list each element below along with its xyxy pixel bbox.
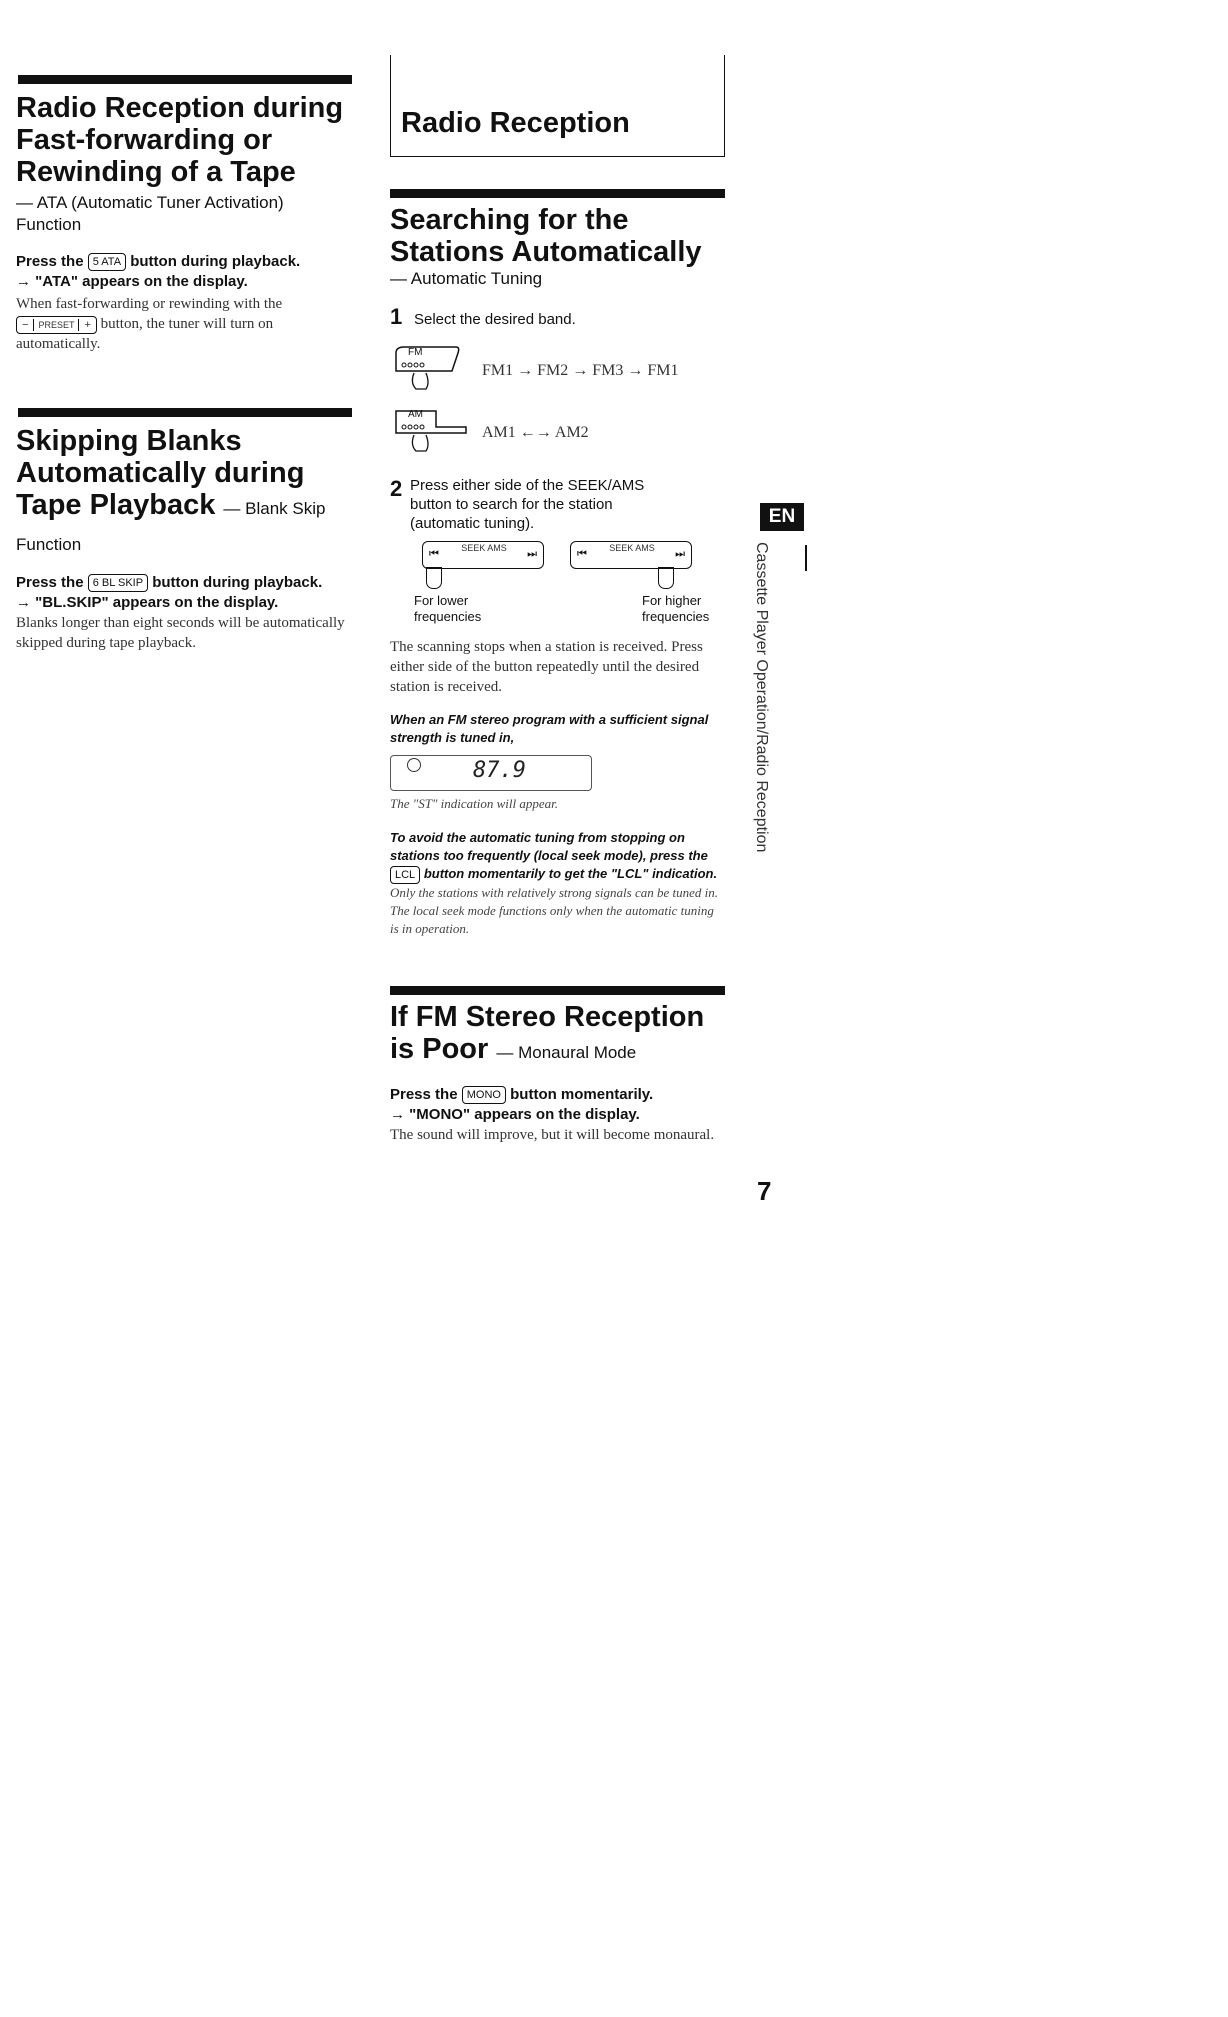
finger-icon: [658, 567, 674, 589]
preset-key: − PRESET +: [16, 316, 97, 334]
seek-key-label: SEEK AMS: [609, 543, 655, 553]
section-title-auto-tuning: Searching for the Stations Automatically: [390, 204, 702, 268]
lcl-key: LCL: [390, 866, 420, 884]
st-note: The "ST" indication will appear.: [390, 796, 559, 811]
lcd-display: [390, 755, 592, 791]
section-rule: [18, 408, 352, 417]
section-title-blank-skip: Skipping Blanks Automatically during Tape Playback — Blank Skip Function: [16, 425, 326, 554]
section-subtitle-ata: — ATA (Automatic Tuner Activation) Function: [16, 193, 284, 234]
page-number: 7: [757, 1176, 772, 1206]
step-2: 2 Press either side of the SEEK/AMS button to search for the station (automatic tuning).: [390, 476, 645, 532]
seek-key-left: [422, 541, 544, 569]
fm-key-icon: [390, 343, 468, 393]
am-key: AM: [390, 413, 468, 453]
section-rule: [390, 189, 725, 198]
fm-key: FM: [390, 351, 468, 391]
chapter-title: Radio Reception: [401, 107, 630, 139]
stereo-note: When an FM stereo program with a sufficient signal strength is tuned in,: [390, 712, 709, 745]
instruction-ata: Press the 5 ATA button during playback.: [16, 253, 301, 270]
instruction-blank-skip: Press the 6 BL SKIP button during playback.: [16, 574, 323, 591]
lower-frequencies-label: For lower frequencies: [414, 593, 482, 624]
body-scanning: The scanning stops when a station is received. Press either side of the button repeatedly until the desired station is received.: [390, 639, 703, 695]
chapter-header-box: [390, 55, 725, 157]
body-ata: When fast-forwarding or rewinding with the − PRESET + button, the tuner will turn on automatically.: [16, 296, 283, 352]
lcl-instruction: To avoid the automatic tuning from stopping on stations too frequently (local seek mode), press the LCL button momentarily to get the "LCL" indication.: [390, 829, 725, 884]
fm-sequence: FM1 → FM2 → FM3 → FM1: [482, 362, 679, 379]
instruction-mono: Press the MONO button momentarily.: [390, 1085, 654, 1103]
seek-down-icon: ⏮: [577, 548, 587, 560]
seek-key-label: SEEK AMS: [461, 543, 507, 553]
lcl-body: Only the stations with relatively strong signals can be tuned in. The local seek mode functions only when the automatic tuning is in operation.: [390, 884, 718, 936]
result-blank-skip: → "BL.SKIP" appears on the display.: [16, 594, 279, 611]
higher-frequencies-label: For higher frequencies: [642, 593, 710, 624]
step-1: 1 Select the desired band.: [390, 304, 576, 329]
seek-down-icon: ⏮: [429, 548, 439, 560]
section-subtitle-auto-tuning: — Automatic Tuning: [390, 269, 543, 288]
seek-labels: [390, 593, 725, 627]
side-marker: [805, 545, 807, 571]
finger-icon: [426, 567, 442, 589]
chapter-side-label: Cassette Player Operation/Radio Reception: [753, 542, 770, 853]
frequency-display: 87.9: [473, 758, 526, 783]
result-ata: → "ATA" appears on the display.: [16, 273, 248, 290]
st-indicator-icon: [407, 758, 421, 772]
fm-band-row: [390, 346, 725, 396]
section-rule: [390, 986, 725, 995]
left-column: [16, 75, 352, 653]
am-sequence: AM1 ←→ AM2: [482, 424, 589, 441]
body-mono: The sound will improve, but it will become monaural.: [390, 1126, 715, 1143]
seek-key-right: [570, 541, 692, 569]
seek-up-icon: ⏭: [527, 548, 537, 560]
bl-skip-key: 6 BL SKIP: [88, 574, 148, 592]
language-tab: EN: [760, 503, 804, 531]
body-blank-skip: Blanks longer than eight seconds will be automatically skipped during tape playback.: [16, 615, 345, 651]
section-title-mono: If FM Stereo Reception is Poor — Monaural Mode: [390, 1000, 705, 1065]
am-band-row: [390, 408, 725, 458]
section-title-ata: Radio Reception during Fast-forwarding or Rewinding of a Tape: [16, 92, 344, 188]
mono-key: MONO: [462, 1086, 506, 1104]
ata-key: 5 ATA: [88, 253, 126, 271]
result-mono: → "MONO" appears on the display.: [390, 1105, 640, 1123]
right-column: [390, 55, 725, 1145]
section-rule: [18, 75, 352, 84]
seek-up-icon: ⏭: [675, 548, 685, 560]
am-key-icon: [390, 405, 468, 455]
